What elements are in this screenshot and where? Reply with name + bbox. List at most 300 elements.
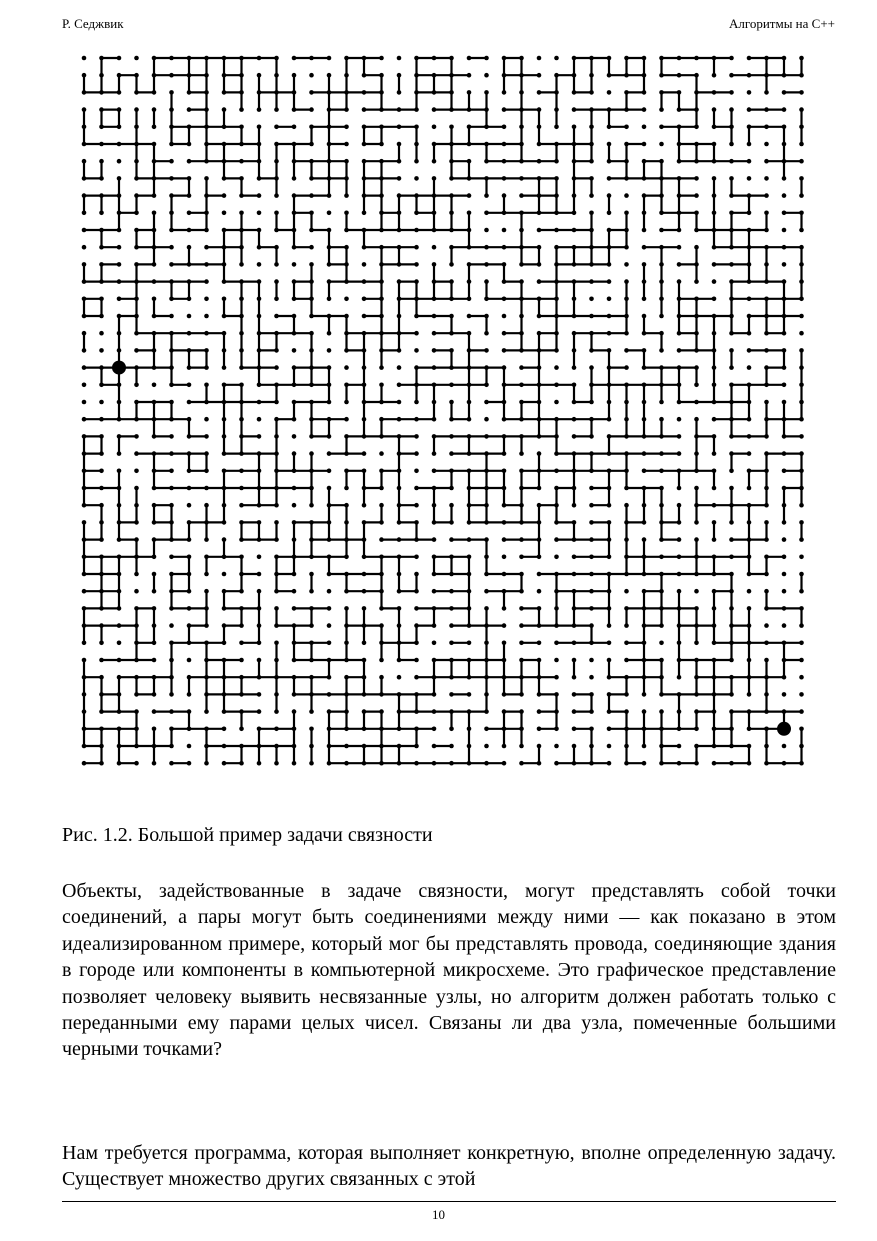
grid-node bbox=[537, 383, 542, 388]
grid-node bbox=[344, 692, 349, 697]
grid-node bbox=[222, 675, 227, 680]
grid-node bbox=[607, 90, 612, 95]
grid-node bbox=[99, 675, 104, 680]
grid-node bbox=[362, 125, 367, 130]
grid-node bbox=[432, 692, 437, 697]
grid-node bbox=[607, 107, 612, 112]
grid-node bbox=[764, 709, 769, 714]
grid-node bbox=[624, 56, 629, 61]
grid-node bbox=[502, 262, 507, 267]
grid-node bbox=[134, 90, 139, 95]
grid-node bbox=[152, 641, 157, 646]
grid-node bbox=[152, 159, 157, 164]
grid-node bbox=[204, 744, 209, 749]
grid-node bbox=[117, 589, 122, 594]
grid-node bbox=[397, 383, 402, 388]
grid-node bbox=[502, 125, 507, 130]
grid-node bbox=[117, 537, 122, 542]
grid-node bbox=[677, 90, 682, 95]
grid-node bbox=[572, 90, 577, 95]
grid-node bbox=[134, 125, 139, 130]
grid-node bbox=[642, 279, 647, 284]
grid-node bbox=[134, 692, 139, 697]
grid-node bbox=[677, 297, 682, 302]
grid-node bbox=[607, 365, 612, 370]
grid-node bbox=[379, 245, 384, 250]
grid-node bbox=[642, 314, 647, 319]
grid-node bbox=[537, 744, 542, 749]
grid-node bbox=[379, 469, 384, 474]
grid-node bbox=[327, 589, 332, 594]
grid-node bbox=[799, 692, 804, 697]
grid-node bbox=[204, 503, 209, 508]
grid-node bbox=[659, 537, 664, 542]
grid-node bbox=[764, 159, 769, 164]
grid-node bbox=[239, 623, 244, 628]
grid-node bbox=[327, 727, 332, 732]
grid-node bbox=[362, 348, 367, 353]
grid-node bbox=[379, 297, 384, 302]
grid-node bbox=[134, 245, 139, 250]
grid-node bbox=[782, 107, 787, 112]
grid-node bbox=[589, 658, 594, 663]
grid-node bbox=[589, 469, 594, 474]
grid-node bbox=[362, 692, 367, 697]
grid-node bbox=[327, 331, 332, 336]
grid-node bbox=[274, 451, 279, 456]
grid-node bbox=[397, 572, 402, 577]
grid-node bbox=[187, 709, 192, 714]
grid-node bbox=[537, 73, 542, 78]
grid-node bbox=[379, 400, 384, 405]
grid-node bbox=[589, 383, 594, 388]
grid-node bbox=[134, 589, 139, 594]
grid-node bbox=[484, 314, 489, 319]
grid-node bbox=[449, 537, 454, 542]
grid-node bbox=[624, 228, 629, 233]
grid-node bbox=[729, 348, 734, 353]
grid-node bbox=[537, 125, 542, 130]
grid-node bbox=[537, 90, 542, 95]
grid-node bbox=[624, 503, 629, 508]
grid-node bbox=[642, 176, 647, 181]
grid-node bbox=[134, 623, 139, 628]
grid-node bbox=[712, 434, 717, 439]
grid-node bbox=[799, 761, 804, 766]
grid-node bbox=[327, 297, 332, 302]
grid-node bbox=[712, 520, 717, 525]
grid-node bbox=[572, 348, 577, 353]
grid-node bbox=[239, 159, 244, 164]
grid-node bbox=[642, 572, 647, 577]
grid-node bbox=[257, 176, 262, 181]
grid-node bbox=[379, 572, 384, 577]
grid-node bbox=[204, 56, 209, 61]
grid-node bbox=[344, 348, 349, 353]
grid-node bbox=[204, 211, 209, 216]
grid-node bbox=[169, 348, 174, 353]
grid-node bbox=[414, 73, 419, 78]
grid-node bbox=[397, 589, 402, 594]
grid-node bbox=[712, 297, 717, 302]
grid-node bbox=[134, 709, 139, 714]
highlighted-node-1 bbox=[112, 361, 126, 375]
grid-node bbox=[607, 228, 612, 233]
grid-node bbox=[554, 658, 559, 663]
grid-node bbox=[344, 193, 349, 198]
grid-node bbox=[694, 555, 699, 560]
grid-node bbox=[624, 572, 629, 577]
grid-node bbox=[379, 193, 384, 198]
grid-node bbox=[309, 400, 314, 405]
grid-node bbox=[484, 520, 489, 525]
grid-node bbox=[519, 469, 524, 474]
grid-node bbox=[187, 761, 192, 766]
grid-node bbox=[432, 727, 437, 732]
grid-node bbox=[327, 486, 332, 491]
grid-node bbox=[764, 73, 769, 78]
grid-node bbox=[799, 675, 804, 680]
grid-node bbox=[624, 279, 629, 284]
grid-node bbox=[799, 503, 804, 508]
grid-node bbox=[187, 434, 192, 439]
grid-node bbox=[379, 228, 384, 233]
grid-node bbox=[274, 537, 279, 542]
grid-node bbox=[467, 537, 472, 542]
grid-node bbox=[327, 90, 332, 95]
grid-node bbox=[274, 658, 279, 663]
grid-node bbox=[99, 211, 104, 216]
grid-node bbox=[799, 606, 804, 611]
grid-node bbox=[187, 279, 192, 284]
grid-node bbox=[729, 486, 734, 491]
grid-node bbox=[99, 245, 104, 250]
grid-node bbox=[484, 675, 489, 680]
grid-node bbox=[432, 262, 437, 267]
grid-node bbox=[659, 589, 664, 594]
grid-node bbox=[134, 400, 139, 405]
grid-node bbox=[607, 383, 612, 388]
grid-node bbox=[659, 727, 664, 732]
grid-node bbox=[712, 365, 717, 370]
grid-node bbox=[257, 641, 262, 646]
grid-node bbox=[414, 228, 419, 233]
grid-node bbox=[677, 365, 682, 370]
grid-node bbox=[537, 606, 542, 611]
grid-node bbox=[554, 675, 559, 680]
grid-node bbox=[519, 486, 524, 491]
grid-node bbox=[222, 125, 227, 130]
grid-node bbox=[659, 159, 664, 164]
grid-node bbox=[134, 572, 139, 577]
grid-node bbox=[467, 279, 472, 284]
grid-node bbox=[484, 451, 489, 456]
grid-node bbox=[204, 623, 209, 628]
grid-node bbox=[782, 297, 787, 302]
grid-node bbox=[484, 262, 489, 267]
grid-node bbox=[589, 606, 594, 611]
grid-node bbox=[519, 434, 524, 439]
grid-node bbox=[484, 107, 489, 112]
grid-node bbox=[379, 56, 384, 61]
grid-node bbox=[484, 417, 489, 422]
grid-node bbox=[659, 641, 664, 646]
grid-node bbox=[397, 451, 402, 456]
grid-node bbox=[432, 331, 437, 336]
grid-node bbox=[572, 537, 577, 542]
grid-node bbox=[799, 469, 804, 474]
grid-node bbox=[677, 228, 682, 233]
grid-node bbox=[82, 348, 87, 353]
grid-node bbox=[519, 761, 524, 766]
grid-node bbox=[82, 262, 87, 267]
grid-node bbox=[344, 90, 349, 95]
grid-node bbox=[309, 331, 314, 336]
grid-node bbox=[572, 572, 577, 577]
grid-node bbox=[117, 451, 122, 456]
grid-node bbox=[519, 193, 524, 198]
grid-node bbox=[414, 451, 419, 456]
grid-node bbox=[729, 245, 734, 250]
grid-node bbox=[414, 709, 419, 714]
grid-node bbox=[344, 486, 349, 491]
grid-node bbox=[309, 469, 314, 474]
grid-node bbox=[694, 73, 699, 78]
grid-node bbox=[414, 176, 419, 181]
grid-node bbox=[117, 572, 122, 577]
grid-node bbox=[362, 228, 367, 233]
grid-node bbox=[642, 520, 647, 525]
grid-node bbox=[379, 744, 384, 749]
grid-node bbox=[257, 125, 262, 130]
grid-node bbox=[502, 331, 507, 336]
grid-node bbox=[782, 451, 787, 456]
grid-node bbox=[467, 486, 472, 491]
grid-node bbox=[134, 537, 139, 542]
footer-rule bbox=[62, 1201, 836, 1202]
grid-node bbox=[712, 692, 717, 697]
grid-node bbox=[414, 692, 419, 697]
grid-node bbox=[152, 193, 157, 198]
grid-node bbox=[467, 417, 472, 422]
grid-node bbox=[152, 297, 157, 302]
grid-node bbox=[397, 675, 402, 680]
grid-node bbox=[519, 245, 524, 250]
grid-node bbox=[432, 469, 437, 474]
grid-node bbox=[169, 606, 174, 611]
grid-node bbox=[257, 417, 262, 422]
grid-node bbox=[642, 159, 647, 164]
grid-node bbox=[782, 417, 787, 422]
grid-node bbox=[782, 176, 787, 181]
grid-node bbox=[449, 400, 454, 405]
grid-node bbox=[554, 211, 559, 216]
grid-node bbox=[589, 279, 594, 284]
grid-node bbox=[257, 692, 262, 697]
grid-node bbox=[327, 348, 332, 353]
grid-node bbox=[712, 176, 717, 181]
grid-node bbox=[292, 469, 297, 474]
grid-node bbox=[82, 520, 87, 525]
grid-node bbox=[117, 142, 122, 147]
grid-node bbox=[502, 486, 507, 491]
grid-node bbox=[747, 142, 752, 147]
grid-node bbox=[309, 520, 314, 525]
grid-node bbox=[624, 744, 629, 749]
grid-node bbox=[204, 262, 209, 267]
grid-node bbox=[782, 658, 787, 663]
grid-node bbox=[782, 314, 787, 319]
grid-node bbox=[222, 365, 227, 370]
grid-node bbox=[537, 503, 542, 508]
grid-node bbox=[292, 211, 297, 216]
grid-node bbox=[712, 727, 717, 732]
grid-node bbox=[204, 176, 209, 181]
grid-node bbox=[432, 211, 437, 216]
grid-node bbox=[502, 572, 507, 577]
grid-node bbox=[467, 56, 472, 61]
grid-node bbox=[607, 400, 612, 405]
grid-node bbox=[519, 176, 524, 181]
grid-node bbox=[484, 589, 489, 594]
grid-node bbox=[484, 486, 489, 491]
grid-node bbox=[677, 503, 682, 508]
grid-node bbox=[712, 744, 717, 749]
grid-node bbox=[554, 279, 559, 284]
grid-node bbox=[82, 451, 87, 456]
grid-node bbox=[257, 348, 262, 353]
grid-node bbox=[239, 193, 244, 198]
grid-node bbox=[799, 623, 804, 628]
grid-node bbox=[694, 606, 699, 611]
grid-node bbox=[537, 176, 542, 181]
grid-node bbox=[82, 331, 87, 336]
grid-node bbox=[467, 348, 472, 353]
grid-node bbox=[747, 159, 752, 164]
grid-node bbox=[152, 314, 157, 319]
grid-node bbox=[82, 486, 87, 491]
grid-node bbox=[572, 297, 577, 302]
grid-node bbox=[764, 520, 769, 525]
grid-node bbox=[309, 709, 314, 714]
grid-node bbox=[537, 245, 542, 250]
grid-node bbox=[467, 142, 472, 147]
grid-node bbox=[467, 469, 472, 474]
grid-node bbox=[99, 572, 104, 577]
grid-node bbox=[432, 675, 437, 680]
grid-node bbox=[572, 744, 577, 749]
grid-node bbox=[169, 331, 174, 336]
grid-node bbox=[537, 331, 542, 336]
grid-node bbox=[694, 623, 699, 628]
grid-node bbox=[362, 744, 367, 749]
grid-node bbox=[309, 503, 314, 508]
grid-node bbox=[484, 176, 489, 181]
grid-node bbox=[799, 159, 804, 164]
grid-node bbox=[134, 73, 139, 78]
grid-node bbox=[554, 503, 559, 508]
grid-node bbox=[799, 572, 804, 577]
grid-node bbox=[607, 744, 612, 749]
grid-node bbox=[239, 761, 244, 766]
grid-node bbox=[239, 90, 244, 95]
grid-node bbox=[187, 125, 192, 130]
grid-node bbox=[152, 469, 157, 474]
grid-node bbox=[134, 555, 139, 560]
grid-node bbox=[519, 365, 524, 370]
grid-node bbox=[274, 555, 279, 560]
grid-node bbox=[642, 469, 647, 474]
grid-node bbox=[694, 641, 699, 646]
grid-node bbox=[712, 193, 717, 198]
grid-node bbox=[502, 555, 507, 560]
grid-node bbox=[764, 572, 769, 577]
grid-node bbox=[659, 279, 664, 284]
grid-node bbox=[764, 589, 769, 594]
grid-node bbox=[519, 314, 524, 319]
grid-node bbox=[729, 537, 734, 542]
connectivity-grid-figure bbox=[76, 50, 828, 780]
grid-node bbox=[397, 107, 402, 112]
grid-node bbox=[134, 297, 139, 302]
grid-node bbox=[292, 314, 297, 319]
running-header bbox=[62, 16, 835, 36]
grid-node bbox=[642, 589, 647, 594]
grid-node bbox=[239, 503, 244, 508]
grid-node bbox=[379, 606, 384, 611]
grid-node bbox=[187, 417, 192, 422]
grid-node bbox=[187, 486, 192, 491]
grid-node bbox=[239, 709, 244, 714]
grid-node bbox=[204, 692, 209, 697]
grid-node bbox=[799, 520, 804, 525]
grid-node bbox=[659, 486, 664, 491]
grid-node bbox=[187, 555, 192, 560]
grid-node bbox=[659, 417, 664, 422]
grid-node bbox=[309, 159, 314, 164]
grid-node bbox=[292, 761, 297, 766]
grid-node bbox=[257, 589, 262, 594]
grid-node bbox=[432, 503, 437, 508]
grid-node bbox=[379, 331, 384, 336]
grid-node bbox=[134, 142, 139, 147]
grid-node bbox=[502, 228, 507, 233]
grid-node bbox=[729, 761, 734, 766]
grid-node bbox=[82, 142, 87, 147]
grid-node bbox=[677, 193, 682, 198]
grid-node bbox=[187, 262, 192, 267]
grid-node bbox=[82, 314, 87, 319]
grid-node bbox=[659, 709, 664, 714]
grid-node bbox=[537, 400, 542, 405]
grid-node bbox=[729, 692, 734, 697]
grid-node bbox=[729, 727, 734, 732]
grid-node bbox=[327, 228, 332, 233]
grid-node bbox=[449, 331, 454, 336]
grid-node bbox=[134, 641, 139, 646]
grid-node bbox=[764, 417, 769, 422]
grid-node bbox=[502, 383, 507, 388]
grid-node bbox=[554, 297, 559, 302]
grid-node bbox=[484, 469, 489, 474]
grid-node bbox=[537, 555, 542, 560]
grid-node bbox=[239, 417, 244, 422]
grid-node bbox=[519, 589, 524, 594]
grid-node bbox=[589, 761, 594, 766]
grid-node bbox=[747, 365, 752, 370]
grid-node bbox=[589, 107, 594, 112]
grid-node bbox=[169, 503, 174, 508]
